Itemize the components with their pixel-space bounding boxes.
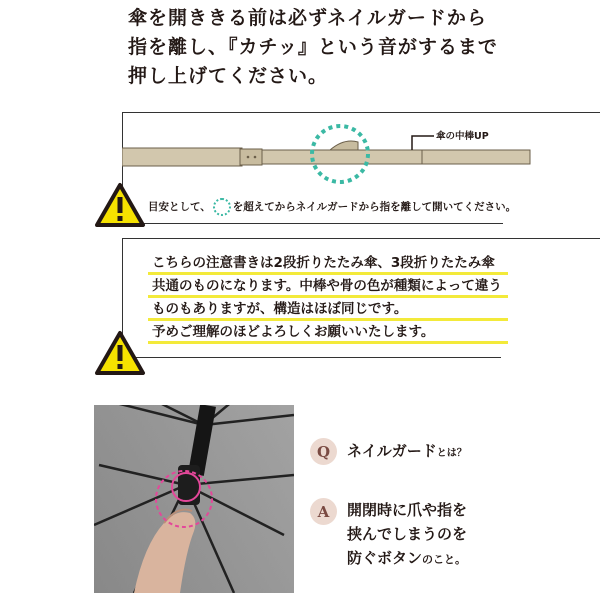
shaft-outer-tube — [122, 148, 242, 166]
label-leader-line — [412, 136, 434, 150]
question-main: ネイルガード — [347, 442, 437, 460]
notice-line: ものもありますが、構造はほぼ同じです。 — [152, 298, 502, 321]
shaft-collar — [240, 149, 262, 165]
answer-line: 防ぐボタンのこと。 — [347, 549, 467, 567]
headline-line-1: 傘を開ききる前は必ずネイルガードから — [128, 7, 487, 29]
guide-text — [148, 198, 516, 216]
shaft-dot — [254, 156, 257, 159]
divider — [123, 357, 501, 358]
a-badge: A — [310, 498, 337, 525]
answer-text — [347, 498, 467, 572]
divider — [123, 223, 503, 224]
answer-line: 開閉時に爪や指を — [347, 501, 468, 519]
rod-up-label: 傘の中棒UP — [436, 131, 489, 142]
warning-icon — [94, 182, 146, 228]
guide-text-before: 目安として、 — [148, 201, 211, 213]
notice-line: 共通のものになります。中棒や骨の色が種類によって違う — [152, 275, 502, 298]
answer-block — [310, 498, 467, 572]
answer-line: 挟んでしまうのを — [347, 525, 468, 543]
dotted-circle-icon — [213, 198, 231, 216]
shaft-dot — [247, 156, 250, 159]
nail-guard-bump — [330, 141, 358, 150]
shaft-right-segment — [422, 150, 530, 164]
notice-line: こちらの注意書きは2段折りたたみ傘、3段折りたたみ傘 — [152, 252, 502, 275]
notice-text — [152, 252, 502, 344]
umbrella-shaft-diagram — [122, 120, 600, 200]
umbrella-photo — [94, 405, 294, 593]
warning-icon — [94, 330, 146, 376]
headline-line-3: 押し上げてください。 — [128, 65, 329, 87]
q-badge: Q — [310, 438, 337, 465]
headline-line-2: 指を離し、『カチッ』という音がするまで — [128, 36, 498, 58]
question-block — [310, 438, 467, 467]
question-text — [347, 438, 467, 467]
headline — [128, 4, 588, 91]
guide-text-after: を超えてからネイルガードから指を離して開いてください。 — [232, 201, 517, 213]
question-suffix: とは？ — [436, 448, 467, 459]
notice-line: 予めご理解のほどよろしくお願いいたします。 — [152, 321, 502, 344]
